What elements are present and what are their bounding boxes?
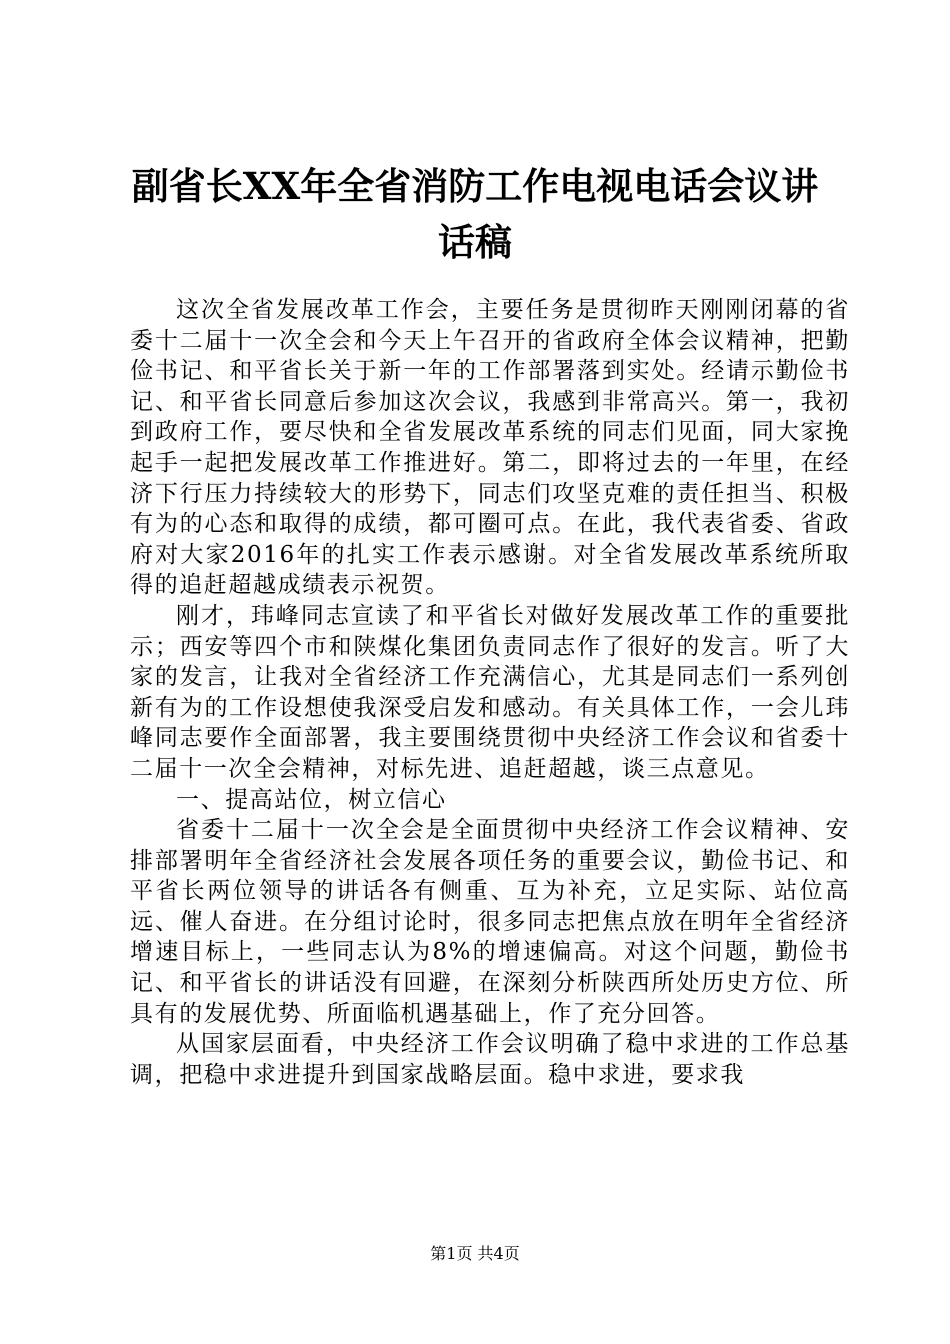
section-heading: 一、提高站位，树立信心 [176, 786, 447, 813]
paragraph-remarks: 刚才，玮峰同志宣读了和平省长对做好发展改革工作的重要批示；西安等四个市和陕煤化集团负责同志作了很好的发言。听了大家的发言，让我对全省经济工作充满信心，尤其是同志们一系列创新有为的工作设想使我深受启发和感动。有关具体工作，一会儿玮峰同志要作全面部署，我主要围绕贯彻中央经济工作会议和省委十二届十一次全会精神，对标先进、追赶超越，谈三点意见。 [130, 602, 850, 782]
paragraph-section-one: 省委十二届十一次全会是全面贯彻中央经济工作会议精神、安排部署明年全省经济社会发展各项任务的重要会议，勤俭书记、和平省长两位领导的讲话各有侧重、互为补充，立足实际、站位高远、催人奋进。在分组讨论时，很多同志把焦点放在明年全省经济增速目标上，一些同志认为8%的增速偏高。对这个问题，勤俭书记、和平省长的讲话没有回避，在深刻分析陕西所处历史方位、所具有的发展优势、所面临机遇基础上，作了充分回答。 [130, 817, 850, 1027]
page-footer: 第1页 共4页 [430, 1244, 520, 1263]
paragraph-national-level: 从国家层面看，中央经济工作会议明确了稳中求进的工作总基调，把稳中求进提升到国家战略层面。稳中求进，要求我 [130, 1031, 850, 1088]
paragraph-opening: 这次全省发展改革工作会，主要任务是贯彻昨天刚刚闭幕的省委十二届十一次全会和今天上午召开的省政府全体会议精神，把勤俭书记、和平省长关于新一年的工作部署落到实处。经请示勤俭书记、和平省长同意后参加这次会议，我感到非常高兴。第一，我初到政府工作，要尽快和全省发展改革系统的同志们见面，同大家挽起手一起把发展改革工作推进好。第二，即将过去的一年里，在经济下行压力持续较大的形势下，同志们攻坚克难的责任担当、积极有为的心态和取得的成绩，都可圈可点。在此，我代表省委、省政府对大家2016年的扎实工作表示感谢。对全省发展改革系统所取得的追赶超越成绩表示祝贺。 [130, 297, 850, 599]
document-title: 副省长XX年全省消防工作电视电话会议讲话稿 [131, 164, 819, 264]
document-body [130, 295, 850, 1090]
